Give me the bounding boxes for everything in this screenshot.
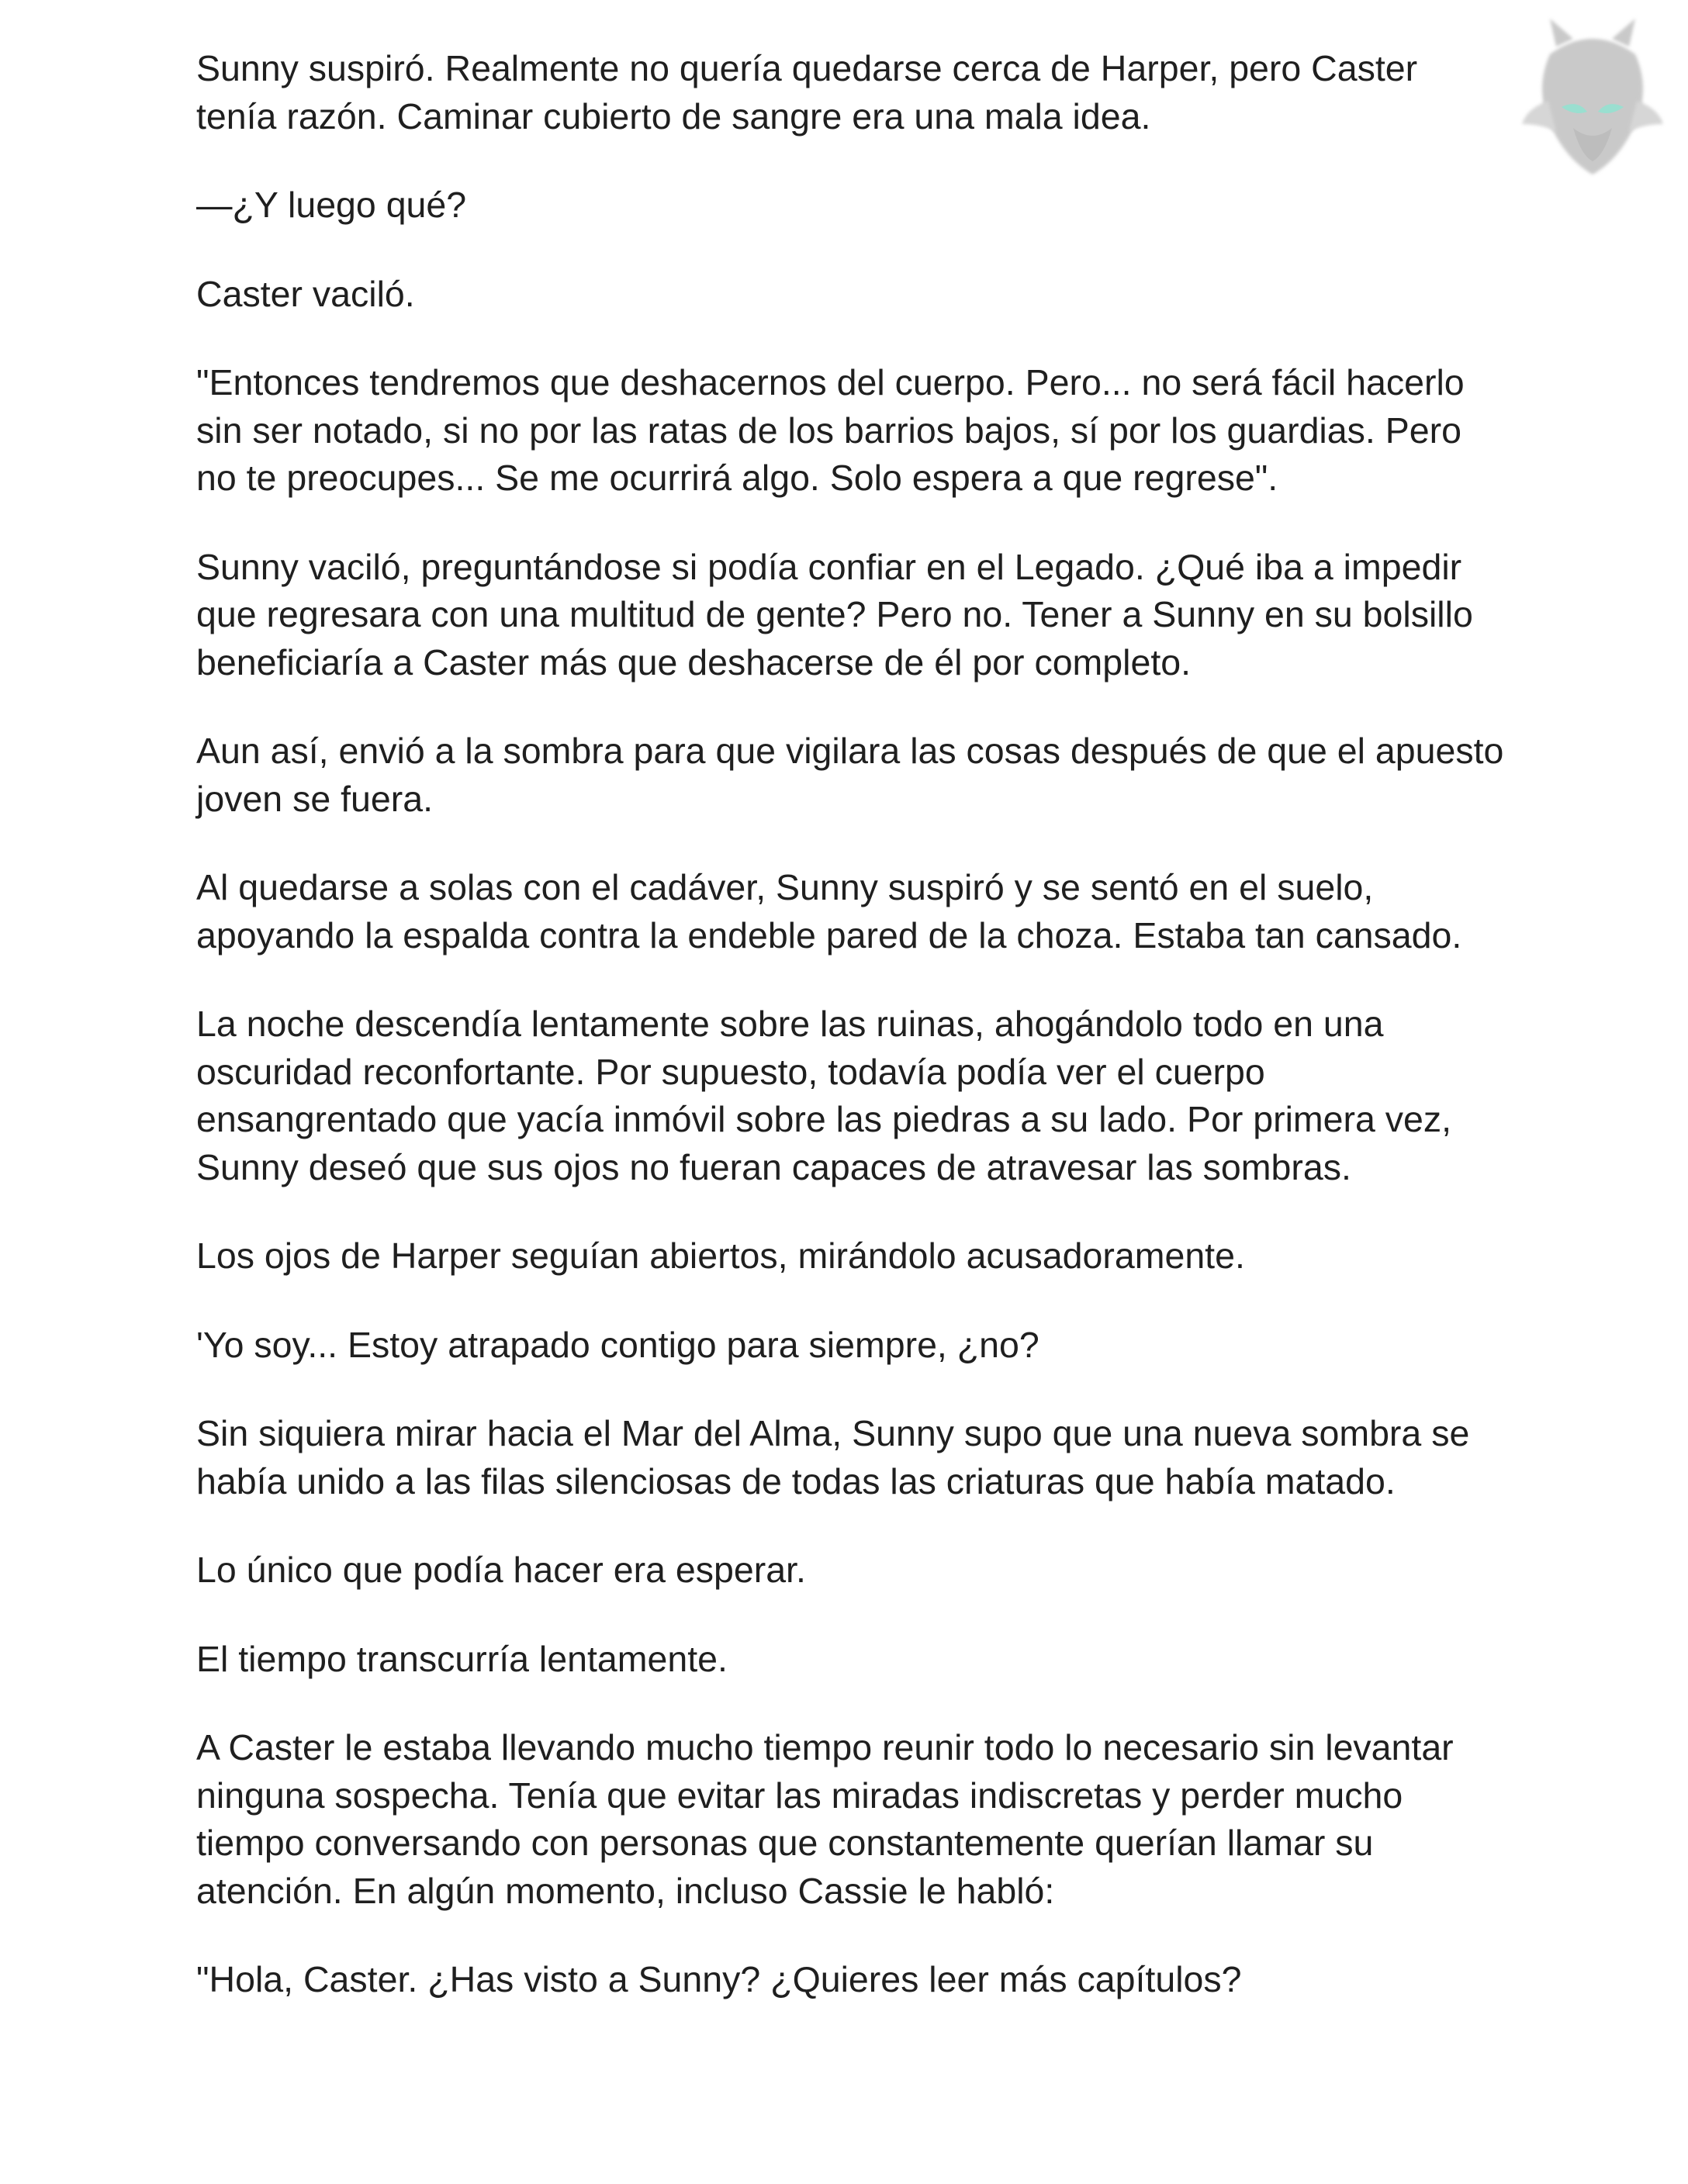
paragraph: Aun así, envió a la sombra para que vigilara las cosas después de que el apuesto joven se fuera. bbox=[196, 731, 1504, 819]
paragraph: "Hola, Caster. ¿Has visto a Sunny? ¿Quieres leer más capítulos? bbox=[196, 1959, 1242, 1999]
paragraph: 'Yo soy... Estoy atrapado contigo para siempre, ¿no? bbox=[196, 1324, 1039, 1365]
chapter-text bbox=[196, 45, 1507, 2045]
paragraph: A Caster le estaba llevando mucho tiempo reunir todo lo necesario sin levantar ninguna sospecha. Tenía que evitar las miradas indiscretas y perder mucho tiempo conversando con personas que constantemente querían llamar su atención. En algún momento, incluso Cassie le habló: bbox=[196, 1727, 1454, 1911]
paragraph: Al quedarse a solas con el cadáver, Sunny suspiró y se sentó en el suelo, apoyando la espalda contra la endeble pared de la choza. Estaba tan cansado. bbox=[196, 867, 1462, 955]
paragraph: —¿Y luego qué? bbox=[196, 185, 467, 225]
horned-demon-head-logo-icon bbox=[1519, 16, 1666, 186]
paragraph: Sin siquiera mirar hacia el Mar del Alma, Sunny supo que una nueva sombra se había unido a las filas silenciosas de todas las criaturas que había matado. bbox=[196, 1413, 1470, 1502]
paragraph: Caster vaciló. bbox=[196, 273, 415, 314]
paragraph: Sunny vaciló, preguntándose si podía confiar en el Legado. ¿Qué iba a impedir que regresara con una multitud de gente? Pero no. Tener a Sunny en su bolsillo beneficiaría a Caster más que deshacerse de él por completo. bbox=[196, 546, 1473, 682]
paragraph: La noche descendía lentamente sobre las ruinas, ahogándolo todo en una oscuridad reconfortante. Por supuesto, todavía podía ver el cuerpo ensangrentado que yacía inmóvil sobre las piedras a su lado. Por primera vez, Sunny deseó que sus ojos no fueran capaces de atravesar las sombras. bbox=[196, 1004, 1452, 1187]
paragraph: "Entonces tendremos que deshacernos del cuerpo. Pero... no será fácil hacerlo sin ser notado, si no por las ratas de los barrios bajos, sí por los guardias. Pero no te preocupes... Se me ocurrirá algo. Solo espera a que regrese". bbox=[196, 362, 1465, 498]
paragraph: Sunny suspiró. Realmente no quería quedarse cerca de Harper, pero Caster tenía razón. Caminar cubierto de sangre era una mala idea. bbox=[196, 48, 1418, 136]
paragraph: Lo único que podía hacer era esperar. bbox=[196, 1550, 806, 1590]
paragraph: El tiempo transcurría lentamente. bbox=[196, 1638, 728, 1679]
paragraph: Los ojos de Harper seguían abiertos, mirándolo acusadoramente. bbox=[196, 1235, 1245, 1276]
